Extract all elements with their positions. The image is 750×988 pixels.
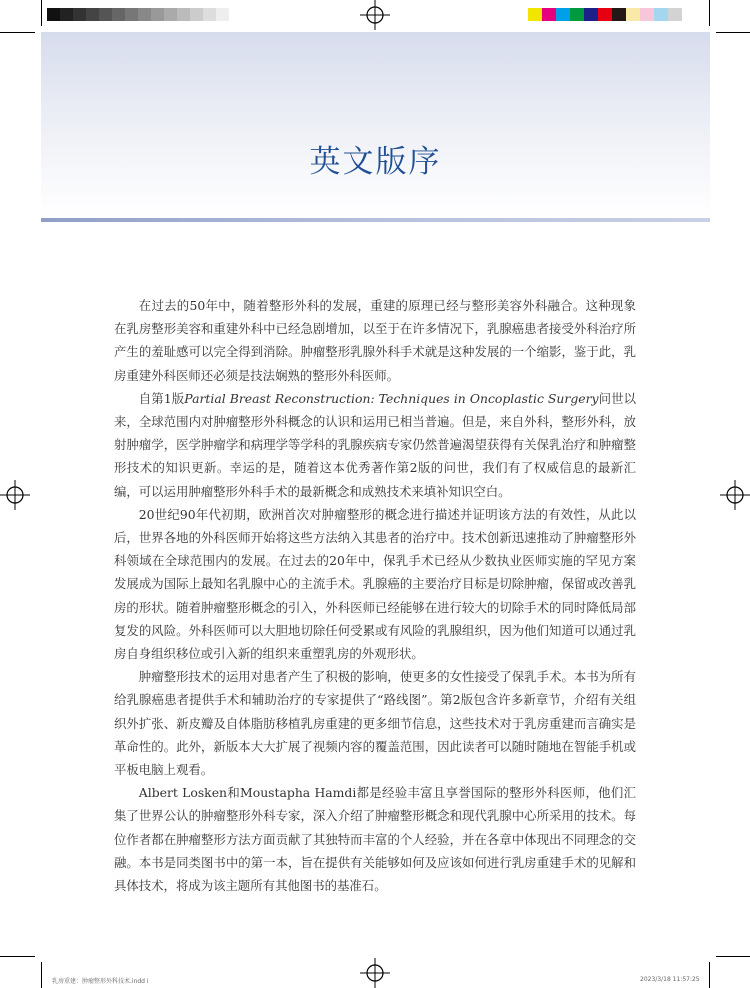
- body-text: [114, 294, 636, 897]
- paragraph-1: 在过去的50年中，随着整形外科的发展，重建的原理已经与整形美容外科融合。这种现象在乳房整形美容和重建外科中已经急剧增加，以至于在许多情况下，乳腺癌患者接受外科治疗所产生的羞耻感可以完全得到消除。肿瘤整形乳腺外科手术就是这种发展的一个缩影，鉴于此，乳房重建外科医师还必须是技法娴熟的整形外科医师。: [114, 298, 636, 383]
- crop-mark-icon: [41, 0, 42, 26]
- color-swatch: [556, 8, 570, 21]
- book-title: Partial Breast Reconstruction: Techniques in Oncoplastic Surgery: [184, 390, 599, 406]
- paragraph-3: 20世纪90年代初期，欧洲首次对肿瘤整形的概念进行描述并证明该方法的有效性，从此以后，世界各地的外科医师开始将这些方法纳入其患者的治疗中。技术创新迅速推动了肿瘤整形外科领域在全球范围内的发展。在过去的20年中，保乳手术已经从少数执业医师实施的罕见方案发展成为国际上最知名乳腺中心的主流手术。乳腺癌的主要治疗目标是切除肿瘤，保留或改善乳房的形状。随着肿瘤整形概念的引入，外科医师已经能够在进行较大的切除手术的同时降低局部复发的风险。外科医师可以大胆地切除任何受累或有风险的乳腺组织，因为他们知道可以通过乳房自身组织移位或引入新的组织来重塑乳房的外观形状。: [114, 506, 636, 662]
- paragraph-4: 肿瘤整形技术的运用对患者产生了积极的影响，使更多的女性接受了保乳手术。本书为所有给乳腺癌患者提供手术和辅助治疗的专家提供了“路线图”。第2版包含许多新章节，介绍有关组织外扩张、新皮瓣及自体脂肪移植乳房重建的更多细节信息，这些技术对于乳房重建而言确实是革命性的。此外，新版本大大扩展了视频内容的覆盖范围，因此读者可以随时随地在智能手机或平板电脑上观看。: [114, 669, 636, 778]
- registration-mark-icon: [360, 958, 390, 988]
- grey-calibration-bar: [47, 8, 229, 21]
- paragraph-2-rest: 问世以来，全球范围内对肿瘤整形外科概念的认识和运用已相当普遍。但是，来自外科，整形外科，放射肿瘤学，医学肿瘤学和病理学等学科的乳腺疾病专家仍然普遍渴望获得有关保乳治疗和肿瘤整形技术的知识更新。幸运的是，随着这本优秀著作第2版的问世，我们有了权威信息的最新汇编，可以运用肿瘤整形外科手术的最新概念和成熟技术来填补知识空白。: [114, 390, 637, 499]
- paragraph-5: Albert Losken和Moustapha Hamdi都是经验丰富且享誉国际的整形外科医师，他们汇集了世界公认的肿瘤整形外科专家，深入介绍了肿瘤整形概念和现代乳腺中心所采用的技术。每位作者都在肿瘤整形方法方面贡献了其独特而丰富的个人经验，并在各章中体现出不同理念的交融。本书是同类图书中的第一本，旨在提供有关能够如何及应该如何进行乳房重建手术的见解和具体技术，将成为该主题所有其他图书的基准石。: [114, 785, 636, 894]
- crop-mark-icon: [716, 956, 750, 957]
- paragraph-2-lead: 自第1版: [138, 390, 185, 406]
- color-swatch: [612, 8, 626, 21]
- crop-mark-icon: [716, 32, 750, 33]
- crop-mark-icon: [0, 956, 35, 957]
- registration-mark-icon: [720, 480, 750, 510]
- grey-swatch: [151, 8, 164, 21]
- grey-swatch: [60, 8, 73, 21]
- grey-swatch: [125, 8, 138, 21]
- crop-mark-icon: [41, 962, 42, 988]
- registration-mark-icon: [0, 480, 30, 510]
- color-swatch: [584, 8, 598, 21]
- color-swatch: [668, 8, 682, 21]
- grey-swatch: [47, 8, 60, 21]
- color-swatch: [542, 8, 556, 21]
- color-swatch: [640, 8, 654, 21]
- crop-mark-icon: [709, 962, 710, 988]
- grey-swatch: [112, 8, 125, 21]
- grey-swatch: [216, 8, 229, 21]
- color-calibration-bar: [528, 8, 682, 21]
- color-swatch: [626, 8, 640, 21]
- header-banner-rule: [41, 218, 710, 222]
- grey-swatch: [73, 8, 86, 21]
- grey-swatch: [164, 8, 177, 21]
- grey-swatch: [86, 8, 99, 21]
- color-swatch: [654, 8, 668, 21]
- crop-mark-icon: [0, 32, 35, 33]
- registration-mark-icon: [360, 0, 390, 30]
- grey-swatch: [99, 8, 112, 21]
- grey-swatch: [138, 8, 151, 21]
- grey-swatch: [203, 8, 216, 21]
- footer-timestamp: 2023/3/18 11:57:25: [640, 976, 700, 983]
- color-swatch: [528, 8, 542, 21]
- color-swatch: [598, 8, 612, 21]
- color-swatch: [570, 8, 584, 21]
- crop-mark-icon: [709, 0, 710, 26]
- grey-swatch: [190, 8, 203, 21]
- grey-swatch: [177, 8, 190, 21]
- header-banner: [41, 32, 710, 220]
- footer-file-slug: 乳房重建：肿瘤整形外科技术.indd i: [52, 978, 149, 985]
- page-title: 英文版序: [309, 144, 442, 180]
- paragraph-2: [114, 387, 636, 503]
